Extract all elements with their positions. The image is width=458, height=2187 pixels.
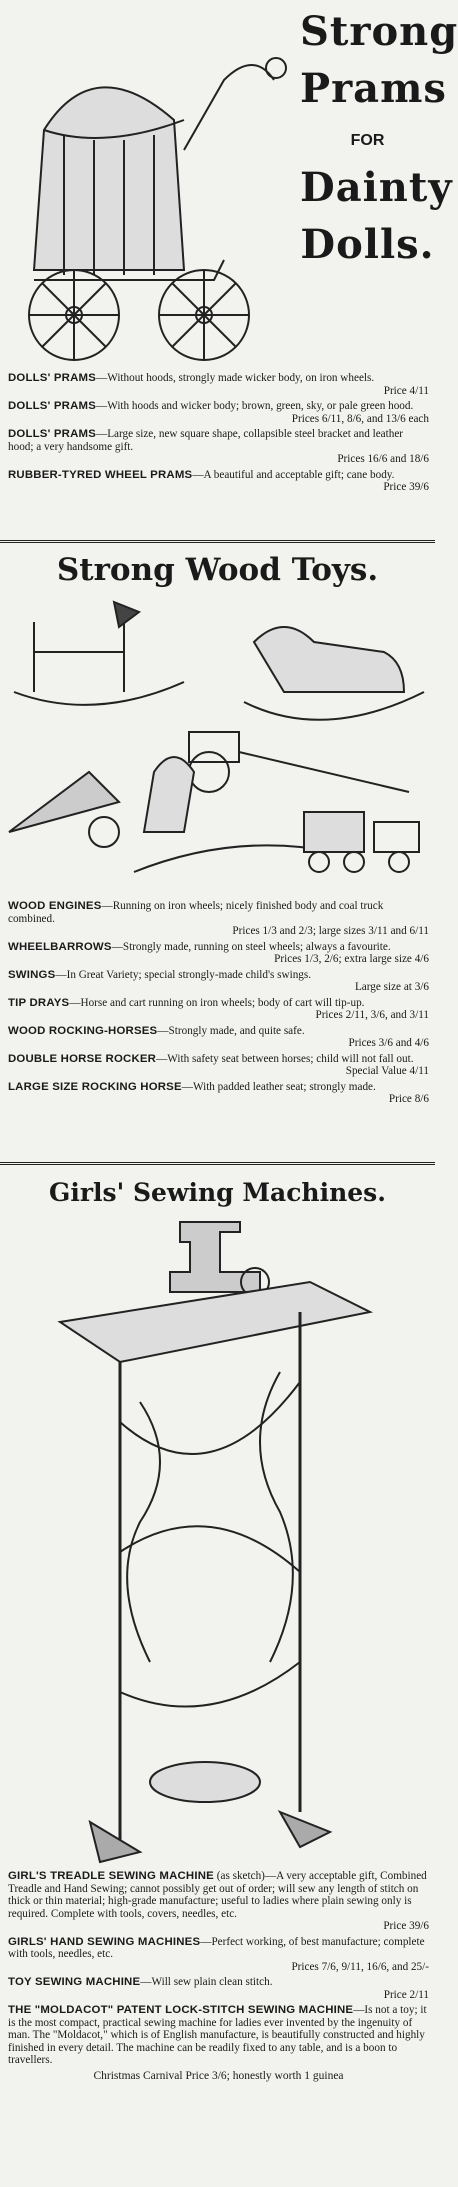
list-item: DOLLS' PRAMS—Large size, new square shape, collapsible steel bracket and leather hood; a very handsome gift. Prices 16/6 and 18/6 [8,428,429,465]
section-divider [0,540,435,543]
prams-list [0,372,435,497]
list-item: GIRLS' HAND SEWING MACHINES—Perfect working, of best manufacture; complete with tools, needles, etc. Prices 7/6, 9/11, 16/6, and 25/- [8,1935,429,1973]
section-divider [0,1162,435,1165]
list-item: DOUBLE HORSE ROCKER—With safety seat between horses; child will not fall out. Special Value 4/11 [8,1052,429,1077]
toys-list [0,900,435,1109]
prams-section [0,0,458,540]
list-item: DOLLS' PRAMS—Without hoods, strongly made wicker body, on iron wheels. Price 4/11 [8,372,429,397]
closing-line: Christmas Carnival Price 3/6; honestly worth 1 guinea [93,2069,344,2082]
sewing-section [0,1170,435,2187]
list-item: WHEELBARROWS—Strongly made, running on steel wheels; always a favourite. Prices 1/3, 2/6; extra large size 4/6 [8,940,429,965]
title-dainty: Dainty [300,164,453,211]
list-item: DOLLS' PRAMS—With hoods and wicker body; brown, green, sky, or pale green hood. Prices 6/11, 8/6, and 13/6 each [8,400,429,425]
list-item: THE "MOLDACOT" PATENT LOCK-STITCH SEWING MACHINE—Is not a toy; it is the most compact, practical sewing machine for ladies ever invented by the ingenuity of man. The "Moldacot," which is of English manufacture, is beautifully constructed and highly finished in every detail. The machine can be readily fixed to any table, and is a boon to travellers. [8,2004,427,2066]
prams-title [300,8,458,268]
title-prams: Prams [300,65,447,112]
title-dolls: Dolls. [300,221,435,268]
doll-pram-illustration [4,40,294,370]
toys-title: Strong Wood Toys. [56,552,379,588]
list-item: LARGE SIZE ROCKING HORSE—With padded leather seat; strongly made. Price 8/6 [8,1080,429,1105]
list-item: SWINGS—In Great Variety; special strongly-made child's swings. Large size at 3/6 [8,968,429,993]
list-item: TIP DRAYS—Horse and cart running on iron wheels; body of cart will tip-up. Prices 2/11, 3/6, and 3/11 [8,996,429,1021]
sewing-title: Girls' Sewing Machines. [49,1178,386,1207]
list-item: RUBBER-TYRED WHEEL PRAMS—A beautiful and acceptable gift; cane body. Price 39/6 [8,468,429,493]
title-strong: Strong [300,8,458,55]
sewing-machine-illustration [50,1222,380,1862]
list-item: GIRL'S TREADLE SEWING MACHINE (as sketch)—A very acceptable gift, Combined Treadle and Hand Sewing; cannot possibly get out of order; will sew any length of stitch on thick or thin material; high-grade manufacture; useful to ladies where plain sewing only is required. Complete with tools, covers, needles, etc. Price 39/6 [8,1870,429,1932]
title-for: FOR [350,132,385,149]
list-item: TOY SEWING MACHINE—Will sew plain clean stitch. Price 2/11 [8,1976,429,2001]
sewing-list [0,1870,435,2085]
toys-section [0,548,435,1156]
list-item: WOOD ENGINES—Running on iron wheels; nicely finished body and coal truck combined. Prices 1/3 and 2/3; large sizes 3/11 and 6/11 [8,900,429,937]
list-item: WOOD ROCKING-HORSES—Strongly made, and quite safe. Prices 3/6 and 4/6 [8,1024,429,1049]
wood-toys-illustration [4,602,430,892]
